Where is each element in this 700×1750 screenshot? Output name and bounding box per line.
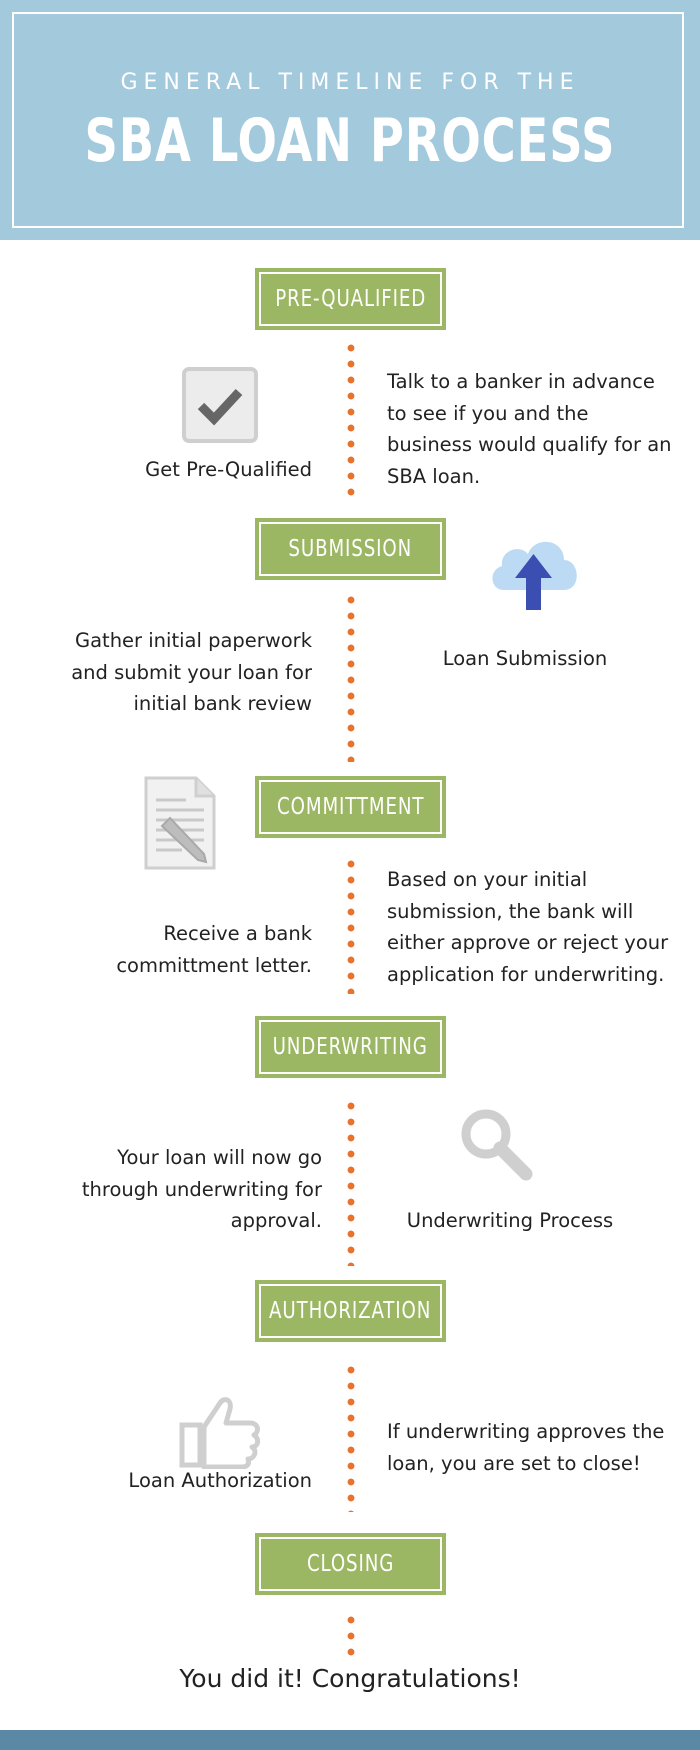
timeline-dots — [347, 1098, 355, 1266]
step-label-submission: Loan Submission — [442, 647, 608, 670]
timeline-dots — [347, 1612, 355, 1660]
step-label-pre-qualified: Get Pre-Qualified — [145, 458, 312, 481]
stage-label: COMMITTMENT — [276, 794, 425, 820]
header-title: SBA LOAN PROCESS — [84, 106, 616, 176]
step-description-committment: Based on your initial submission, the bank will either approve or reject your application for underwriting. — [387, 868, 669, 986]
stage-label: AUTHORIZATION — [269, 1298, 432, 1324]
timeline-dots — [347, 1362, 355, 1512]
step-description-authorization: If underwriting approves the loan, you are set to close! — [387, 1420, 665, 1475]
stage-submission — [255, 518, 446, 580]
stage-authorization — [255, 1280, 446, 1342]
step-description-submission: Gather initial paperwork and submit your loan for initial bank review — [71, 629, 312, 715]
step-label-authorization: Loan Authorization — [128, 1469, 312, 1492]
stage-label: SUBMISSION — [288, 536, 413, 562]
thumbs-up-icon — [178, 1395, 262, 1469]
magnifier-icon — [458, 1106, 534, 1182]
step-description-underwriting: Your loan will now go through underwriting for approval. — [81, 1146, 322, 1232]
stage-closing — [255, 1533, 446, 1595]
stage-pre-qualified — [255, 268, 446, 330]
step-label-committment: Receive a bank committment letter. — [116, 922, 312, 977]
cloud-upload-icon — [486, 528, 582, 612]
stage-label: PRE-QUALIFIED — [275, 286, 426, 312]
closing-message: You did it! Congratulations! — [179, 1664, 521, 1693]
header-banner — [0, 0, 700, 240]
step-description-pre-qualified: Talk to a banker in advance to see if you and the business would qualify for an SBA loan. — [387, 370, 672, 488]
footer-bar — [0, 1730, 700, 1750]
stage-label: UNDERWRITING — [272, 1034, 429, 1060]
timeline-dots — [347, 856, 355, 994]
document-pen-icon — [142, 774, 218, 872]
stage-committment — [255, 776, 446, 838]
timeline-dots — [347, 340, 355, 500]
header-subtitle: GENERAL TIMELINE FOR THE — [120, 70, 580, 95]
stage-label: CLOSING — [306, 1551, 395, 1577]
stage-underwriting — [255, 1016, 446, 1078]
checkbox-icon — [181, 366, 259, 444]
step-label-underwriting: Underwriting Process — [406, 1209, 614, 1232]
timeline-dots — [347, 592, 355, 762]
